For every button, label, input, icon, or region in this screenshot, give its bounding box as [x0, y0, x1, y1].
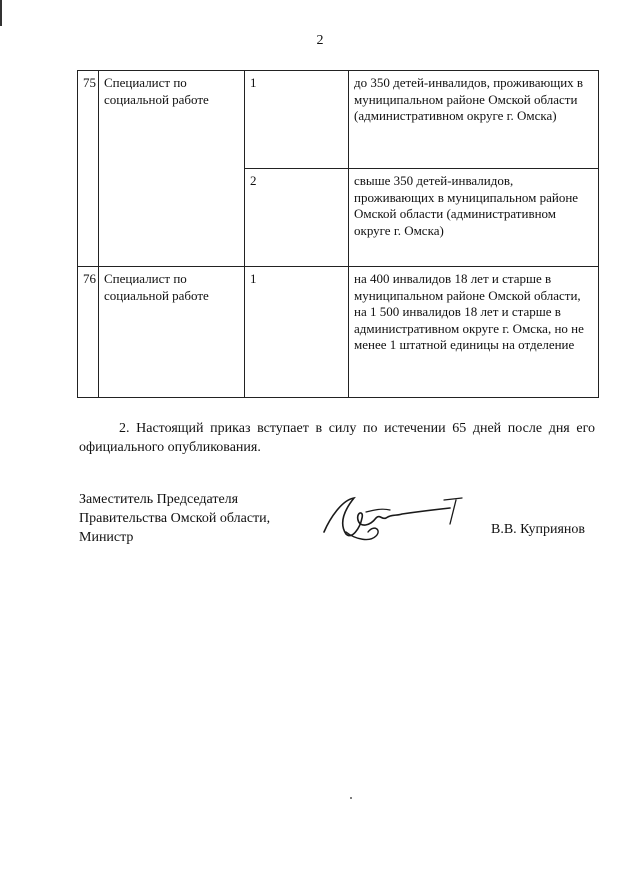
scan-edge-mark: [0, 0, 2, 26]
norm-cell: до 350 детей-инвалидов, проживающих в муниципальном районе Омской области (административном округе г. Омска): [349, 71, 599, 169]
norm-cell: на 400 инвалидов 18 лет и старше в муниципальном районе Омской области, на 1 500 инвалидов 18 лет и старше в административном округе г. Омска, но не менее 1 штатной единицы на отделение: [349, 267, 599, 398]
category-cell: 2: [245, 169, 349, 267]
position-cell: Специалист по социальной работе: [99, 71, 245, 267]
row-number: 75: [78, 71, 99, 267]
signatory-title: [79, 490, 270, 547]
position-cell: Специалист по социальной работе: [99, 267, 245, 398]
signatory-title-line: Министр: [79, 530, 134, 545]
table-row: [78, 267, 599, 398]
signatory-title-line: Заместитель Председателя: [79, 492, 239, 507]
norm-cell: свыше 350 детей-инвалидов, проживающих в муниципальном районе Омской области (административном округе г. Омска): [349, 169, 599, 267]
order-paragraph: 2. Настоящий приказ вступает в силу по истечении 65 дней после дня его официального опубликования.: [79, 421, 595, 455]
signatory-name: В.В. Куприянов: [491, 522, 585, 537]
staffing-table: [77, 70, 599, 398]
scan-speck: [350, 797, 352, 799]
table-row: [78, 71, 599, 169]
category-cell: 1: [245, 71, 349, 169]
row-number: 76: [78, 267, 99, 398]
category-cell: 1: [245, 267, 349, 398]
handwritten-signature: [316, 488, 466, 548]
signatory-title-line: Правительства Омской области,: [79, 511, 271, 526]
page-number: 2: [316, 33, 324, 48]
